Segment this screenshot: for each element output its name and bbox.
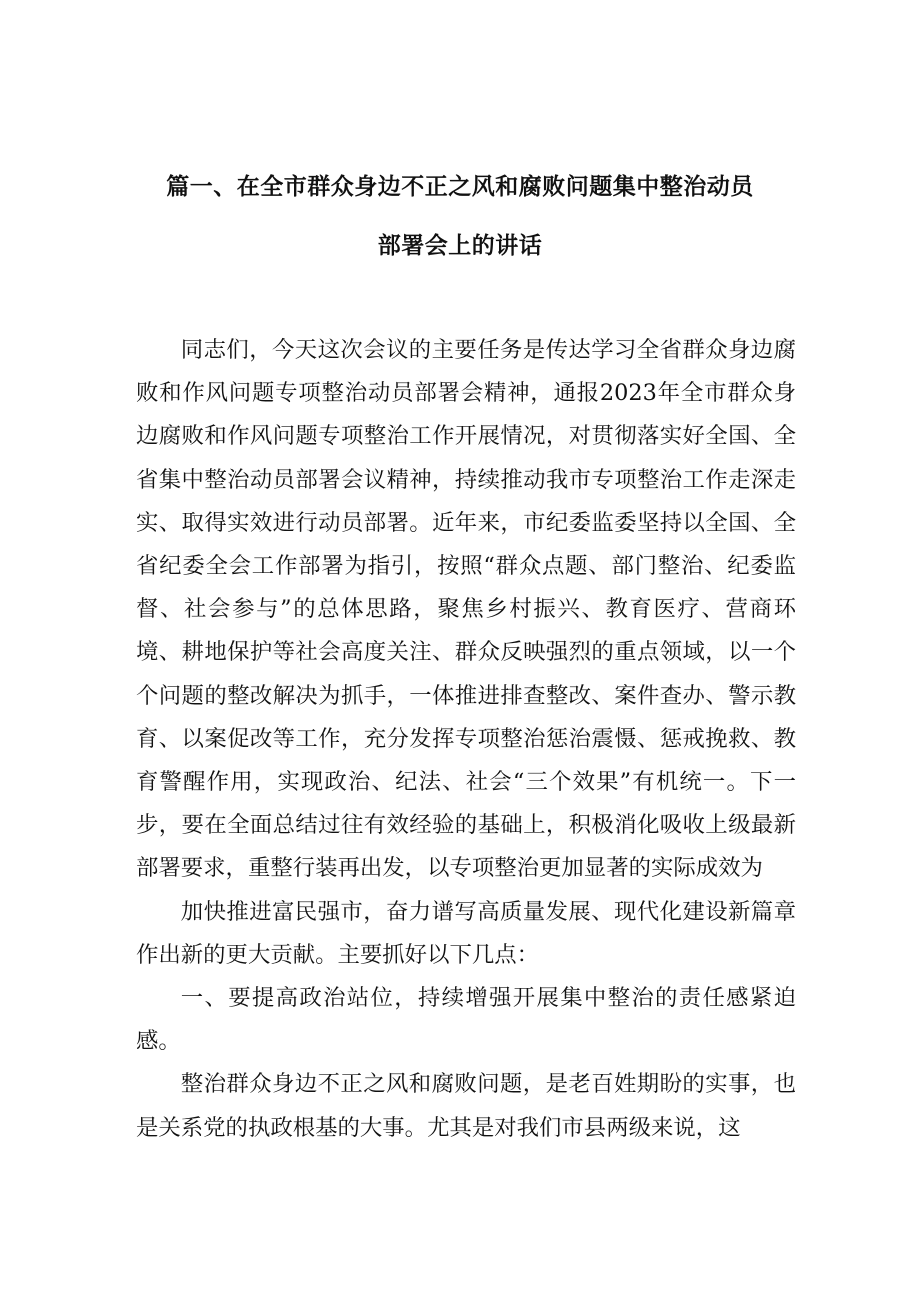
document-body bbox=[136, 329, 796, 1150]
body-paragraph: 一、要提高政治站位，持续增强开展集中整治的责任感紧迫感。 bbox=[136, 985, 796, 1055]
body-paragraph: 加快推进富民强市，奋力谱写高质量发展、现代化建设新篇章作出新的更大贡献。主要抓好以下几点： bbox=[136, 898, 796, 968]
body-paragraph: 同志们，今天这次会议的主要任务是传达学习全省群众身边腐败和作风问题专项整治动员部署会精神，通报2023年全市群众身边腐败和作风问题专项整治工作开展情况，对贯彻落实好全国、全省集中整治动员部署会议精神，持续推动我市专项整治工作走深走实、取得实效进行动员部署。近年来，市纪委监委坚持以全国、全省纪委全会工作部署为指引，按照“群众点题、部门整治、纪委监督、社会参与”的总体思路，聚焦乡村振兴、教育医疗、营商环境、耕地保护等社会高度关注、群众反映强烈的重点领域，以一个个问题的整改解决为抓手，一体推进排查整改、案件查办、警示教育、以案促改等工作，充分发挥专项整治惩治震慑、惩戒挽救、教育警醒作用，实现政治、纪法、社会“三个效果”有机统一。下一步，要在全面总结过往有效经验的基础上，积极消化吸收上级最新部署要求，重整行装再出发，以专项整治更加显著的实际成效为 bbox=[136, 337, 796, 882]
document-title-line-1: 篇一、在全市群众身边不正之风和腐败问题集中整治动员 bbox=[166, 174, 754, 200]
body-paragraph: 整治群众身边不正之风和腐败问题，是老百姓期盼的实事，也是关系党的执政根基的大事。尤其是对我们市县两级来说，这 bbox=[136, 1071, 796, 1141]
document-title-line-2: 部署会上的讲话 bbox=[377, 233, 543, 259]
